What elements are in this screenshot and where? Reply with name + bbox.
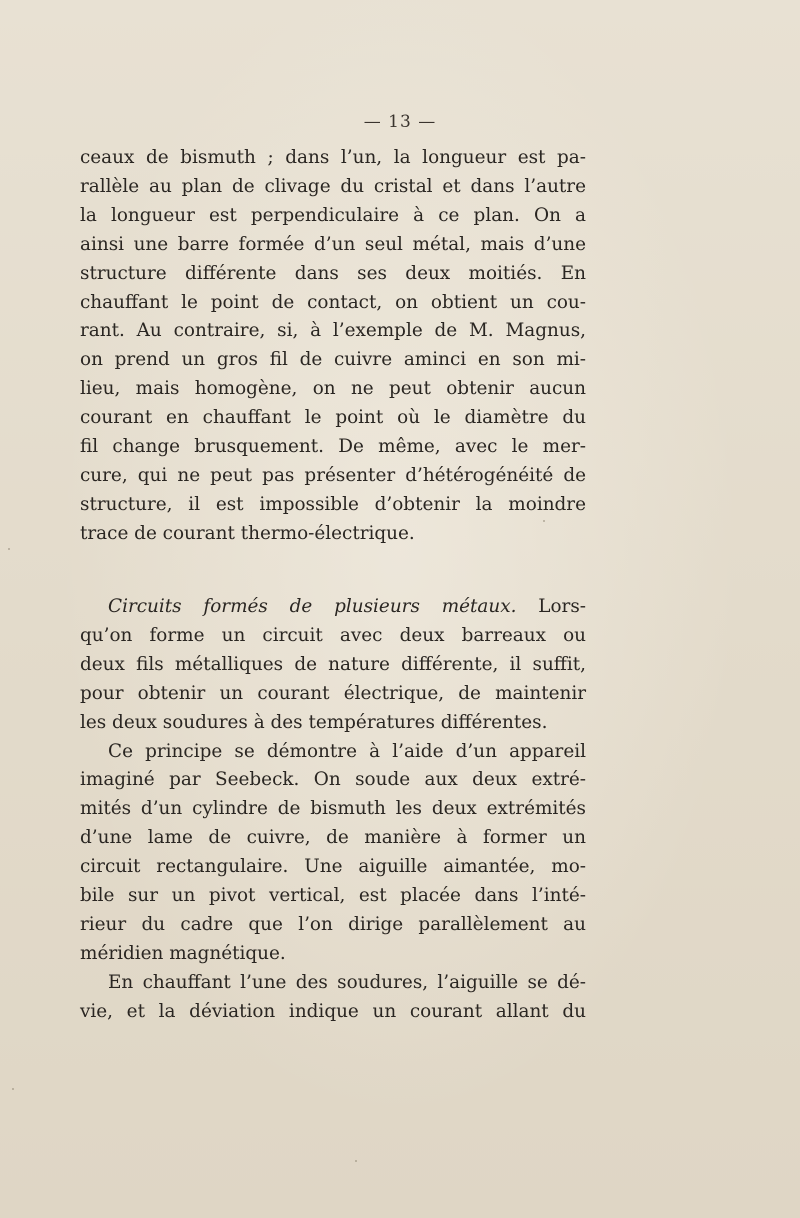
section-multiple-metals: [80, 593, 586, 1027]
text-line: d’une lame de cuivre, de manière à former un: [80, 827, 586, 849]
text-line: deux fils métalliques de nature différente, il suffit,: [80, 653, 586, 675]
text-line: mités d’un cylindre de bismuth les deux extrémités: [80, 798, 586, 820]
text-line: vie, et la déviation indique un courant allant du: [80, 1000, 586, 1022]
text-line: la longueur est perpendiculaire à ce plan. On a: [80, 204, 586, 226]
text-line: pour obtenir un courant électrique, de maintenir: [80, 682, 586, 704]
text-line: on prend un gros fil de cuivre aminci en son mi-: [80, 349, 586, 371]
text-line: structure différente dans ses deux moitiés. En: [80, 262, 586, 284]
text-line: cure, qui ne peut pas présenter d’hétérogénéité de: [80, 464, 586, 486]
section-heading-line: [80, 593, 586, 622]
paper-speck: [355, 1160, 357, 1162]
section-heading: Circuits formés de plusieurs métaux.: [108, 596, 517, 617]
page-number: — 13 —: [363, 112, 437, 132]
paper-speck: [8, 548, 10, 550]
text-line: trace de courant thermo-électrique.: [80, 522, 415, 544]
text-line: rieur du cadre que l’on dirige parallèlement au: [80, 913, 586, 935]
text-line: fil change brusquement. De même, avec le mer-: [80, 436, 586, 458]
text-line: rallèle au plan de clivage du cristal et dans l’autre: [80, 175, 586, 197]
text-line: qu’on forme un circuit avec deux barreaux ou: [80, 624, 586, 646]
text-line: les deux soudures à des températures différentes.: [80, 711, 548, 733]
text-line: imaginé par Seebeck. On soude aux deux extré-: [80, 769, 586, 791]
paper-speck: [12, 1088, 14, 1090]
text-line: bile sur un pivot vertical, est placée dans l’inté-: [80, 885, 586, 907]
paragraph-bismuth-bars: [80, 144, 586, 549]
paper-speck: [543, 520, 545, 522]
heading-continuation: Lors-: [516, 596, 586, 617]
text-line: lieu, mais homogène, on ne peut obtenir aucun: [80, 378, 586, 400]
text-line: structure, il est impossible d’obtenir la moindre: [80, 493, 586, 515]
text-line: méridien magnétique.: [80, 942, 286, 964]
text-line: ceaux de bismuth ; dans l’un, la longueur est pa-: [80, 147, 586, 168]
text-line: chauffant le point de contact, on obtient un cou-: [80, 291, 586, 313]
text-line: courant en chauffant le point où le diamètre du: [80, 407, 586, 429]
text-line: rant. Au contraire, si, à l’exemple de M. Magnus,: [80, 320, 586, 342]
text-line: circuit rectangulaire. Une aiguille aimantée, mo-: [80, 856, 586, 878]
text-line: ainsi une barre formée d’un seul métal, mais d’une: [80, 233, 586, 255]
text-line: En chauffant l’une des soudures, l’aiguille se dé-: [108, 971, 586, 993]
text-line: Ce principe se démontre à l’aide d’un appareil: [108, 740, 586, 762]
